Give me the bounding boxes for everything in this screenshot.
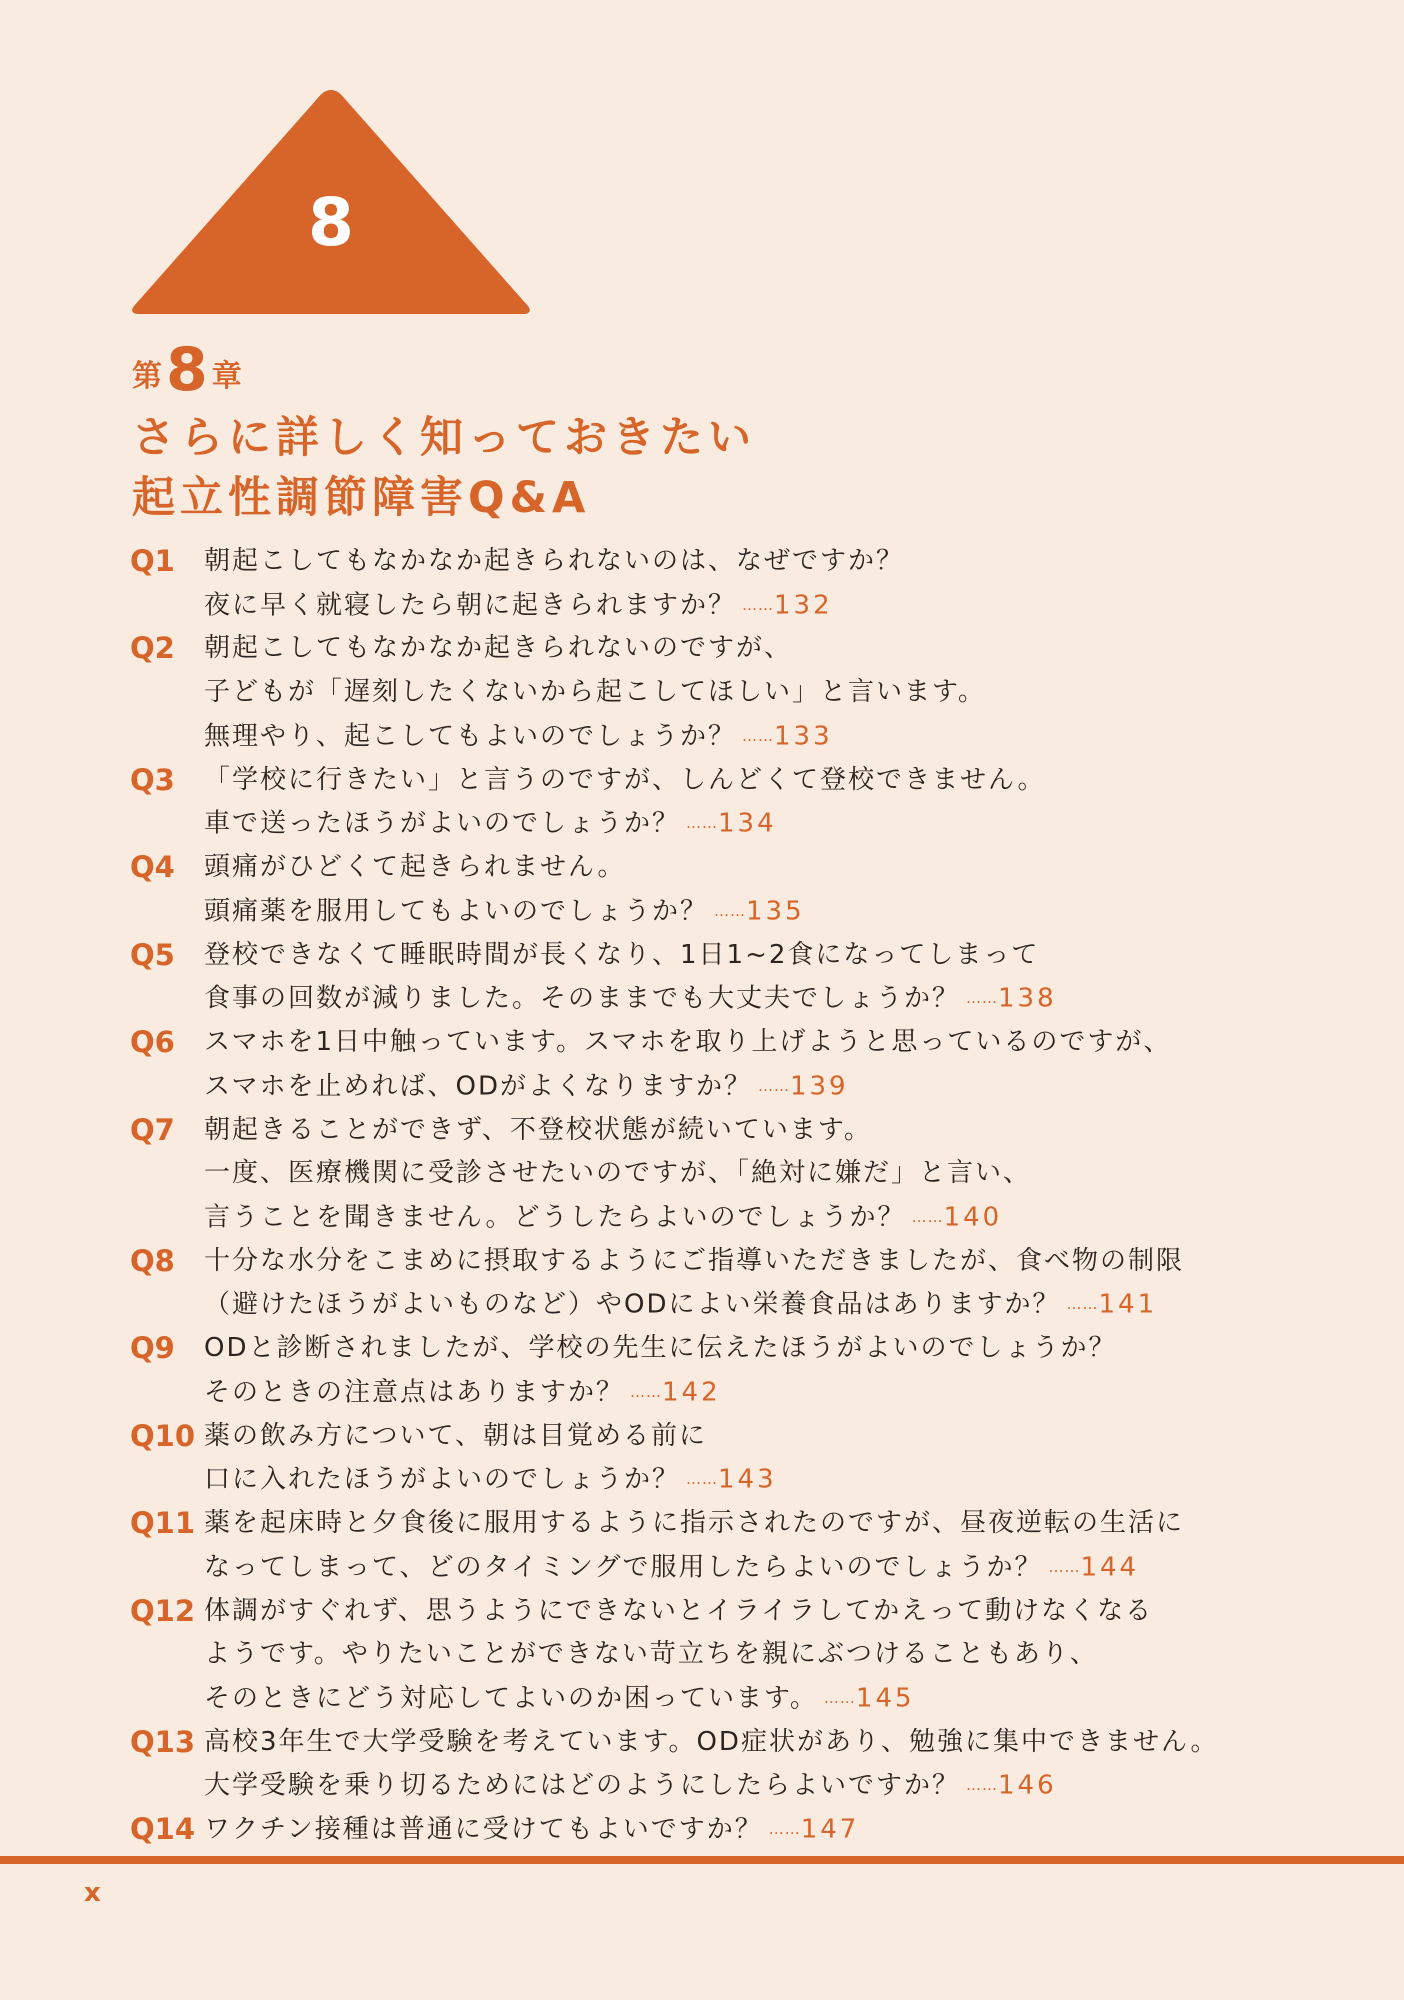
question-line-text: 十分な水分をこまめに摂取するようにご指導いただきましたが、食べ物の制限	[204, 1245, 1185, 1276]
question-label: Q12	[130, 1593, 196, 1628]
qa-item[interactable]	[130, 1327, 1280, 1414]
chapter-label-suffix: 章	[211, 359, 242, 394]
question-line-text: そのときの注意点はありますか？	[204, 1376, 625, 1407]
page-reference[interactable]: 146	[998, 1770, 1057, 1801]
leader-dots: ……	[742, 726, 775, 745]
question-label: Q4	[130, 850, 175, 885]
page-reference[interactable]: 135	[746, 895, 805, 926]
leader-dots: ……	[768, 1820, 801, 1839]
question-line	[204, 1458, 1280, 1502]
qa-item[interactable]	[130, 934, 1280, 1021]
question-line	[204, 1633, 1280, 1677]
page-reference[interactable]: 145	[855, 1683, 915, 1713]
question-line	[204, 1283, 1280, 1327]
leader-dots: ……	[911, 1207, 944, 1226]
question-line-text: 体調がすぐれず、思うようにできないとイライラしてかえって動けなくなる	[204, 1595, 1154, 1626]
question-line	[204, 540, 1280, 584]
question-label: Q10	[130, 1418, 196, 1453]
question-line-text: 朝起きることができず、不登校状態が続いています。	[204, 1114, 872, 1145]
chapter-label	[132, 335, 242, 405]
chapter-title	[132, 408, 756, 528]
qa-item[interactable]	[130, 1808, 1280, 1852]
leader-dots: ……	[742, 595, 775, 614]
leader-dots: ……	[686, 1470, 719, 1489]
question-line-text: スマホを1日中触っています。スマホを取り上げようと思っているのですが、	[204, 1027, 1172, 1058]
qa-item[interactable]	[130, 759, 1280, 846]
question-label: Q5	[130, 937, 175, 972]
question-line	[204, 1502, 1280, 1546]
question-line	[204, 977, 1280, 1021]
question-line	[204, 1415, 1280, 1459]
question-line	[204, 1677, 1280, 1721]
question-line-text: 頭痛がひどくて起きられません。	[204, 852, 626, 883]
leader-dots: ……	[823, 1688, 856, 1707]
qa-item[interactable]	[130, 1021, 1280, 1108]
question-line-text: 登校できなくて睡眠時間が長くなり、1日1~2食になってしまって	[204, 939, 1040, 970]
qa-item[interactable]	[130, 846, 1280, 933]
question-line	[204, 934, 1280, 978]
question-line-text: 子どもが「遅刻したくないから起こしてほしい」と言います。	[204, 677, 986, 708]
question-line	[204, 1065, 1280, 1109]
leader-dots: ……	[757, 1076, 790, 1095]
page-reference[interactable]: 143	[718, 1464, 777, 1495]
question-line-text: スマホを止めれば、ODがよくなりますか？	[204, 1070, 752, 1101]
page-reference[interactable]: 133	[774, 720, 833, 751]
chapter-title-line-1: さらに詳しく知っておきたい	[132, 413, 756, 463]
question-text	[204, 1327, 1280, 1414]
question-line-text: 高校3年生で大学受験を考えています。OD症状があり、勉強に集中できません。	[204, 1726, 1219, 1757]
page-reference[interactable]: 139	[789, 1070, 849, 1101]
question-line-text: なってしまって、どのタイミングで服用したらよいのでしょうか？	[204, 1551, 1043, 1582]
question-line-text: そのときにどう対応してよいのか困っています。	[204, 1683, 818, 1713]
page-reference[interactable]: 147	[800, 1814, 860, 1845]
leader-dots: ……	[966, 1776, 999, 1795]
page-reference[interactable]: 144	[1080, 1551, 1140, 1582]
question-line	[204, 1590, 1280, 1634]
page-reference[interactable]: 134	[718, 808, 777, 839]
question-line	[204, 759, 1280, 803]
question-line	[204, 1764, 1280, 1808]
question-line	[204, 627, 1280, 671]
question-line-text: 無理やり、起こしてもよいのでしょうか？	[204, 720, 737, 751]
question-label: Q14	[130, 1812, 196, 1847]
question-text	[204, 846, 1280, 933]
page-number: x	[84, 1878, 101, 1908]
question-line-text: ワクチン接種は普通に受けてもよいですか？	[204, 1814, 763, 1845]
question-text	[204, 1502, 1280, 1589]
question-line-text: ようです。やりたいことができない苛立ちを親にぶつけることもあり、	[204, 1639, 1098, 1670]
qa-item[interactable]	[130, 1590, 1280, 1721]
question-label: Q1	[130, 544, 175, 578]
question-line-text: 大学受験を乗り切るためにはどのようにしたらよいですか？	[204, 1770, 961, 1801]
question-label: Q13	[130, 1724, 196, 1759]
qa-item[interactable]	[130, 540, 1280, 627]
question-line-text: 頭痛薬を服用してもよいのでしょうか？	[204, 895, 709, 926]
question-line	[204, 890, 1280, 934]
question-text	[204, 627, 1280, 758]
qa-item[interactable]	[130, 1240, 1280, 1327]
question-label: Q11	[130, 1506, 196, 1541]
question-line-text: 朝起こしてもなかなか起きられないのは、なぜですか？	[204, 546, 905, 576]
question-line-text: 朝起こしてもなかなか起きられないのですが、	[204, 633, 793, 664]
question-text	[204, 934, 1280, 1021]
question-line	[204, 1196, 1280, 1240]
question-line	[204, 1240, 1280, 1284]
question-line-text: 口に入れたほうがよいのでしょうか？	[204, 1464, 681, 1495]
question-text	[204, 1721, 1280, 1808]
question-text	[204, 540, 1280, 627]
question-line	[204, 1808, 1280, 1852]
question-label: Q9	[130, 1331, 175, 1366]
question-label: Q2	[130, 631, 175, 666]
question-line	[204, 1327, 1280, 1371]
page-reference[interactable]: 132	[774, 589, 833, 620]
question-line-text: 車で送ったほうがよいのでしょうか？	[204, 808, 681, 839]
page-reference[interactable]: 141	[1098, 1289, 1158, 1320]
leader-dots: ……	[1066, 1295, 1099, 1314]
question-text	[204, 1109, 1280, 1240]
page-reference[interactable]: 142	[662, 1376, 721, 1407]
page-reference[interactable]: 138	[998, 983, 1057, 1014]
leader-dots: ……	[966, 989, 999, 1008]
chapter-label-prefix: 第	[132, 359, 162, 394]
question-line	[204, 1371, 1280, 1415]
question-text	[204, 1590, 1280, 1721]
question-line-text: 薬を起床時と夕食後に服用するように指示されたのですが、昼夜逆転の生活に	[204, 1508, 1185, 1539]
question-line	[204, 1021, 1280, 1065]
chapter-title-line-2: 起立性調節障害Q&A	[132, 473, 591, 523]
leader-dots: ……	[630, 1382, 663, 1401]
question-line	[204, 1546, 1280, 1590]
question-line	[204, 1721, 1280, 1765]
qa-item[interactable]	[130, 1415, 1280, 1502]
page-reference[interactable]: 140	[943, 1201, 1003, 1232]
question-line	[204, 671, 1280, 715]
question-label: Q3	[130, 762, 175, 797]
question-line	[204, 846, 1280, 890]
leader-dots: ……	[1048, 1557, 1081, 1576]
question-label: Q7	[130, 1112, 175, 1147]
qa-item[interactable]	[130, 1502, 1280, 1589]
qa-list	[130, 540, 1280, 1852]
question-line-text: 食事の回数が減りました。そのままでも大丈夫でしょうか？	[204, 983, 961, 1014]
question-line-text: 一度、医療機関に受診させたいのですが、「絶対に嫌だ」と言い、	[204, 1158, 1032, 1189]
question-text	[204, 1415, 1280, 1502]
question-line-text: （避けたほうがよいものなど）やODによい栄養食品はありますか？	[204, 1289, 1061, 1320]
triangle-chapter-number: 8	[308, 184, 354, 261]
question-text	[204, 1240, 1280, 1327]
question-label: Q8	[130, 1243, 175, 1278]
bottom-divider	[0, 1856, 1404, 1864]
question-line	[204, 1109, 1280, 1153]
question-line-text: 言うことを聞きません。どうしたらよいのでしょうか？	[204, 1201, 906, 1232]
question-line	[204, 715, 1280, 759]
question-text	[204, 1808, 1280, 1852]
question-line	[204, 802, 1280, 846]
question-line	[204, 1152, 1280, 1196]
question-line	[204, 584, 1280, 628]
question-label: Q6	[130, 1025, 175, 1060]
qa-item[interactable]	[130, 1109, 1280, 1240]
question-line-text: 夜に早く就寝したら朝に起きられますか？	[204, 589, 737, 620]
question-text	[204, 759, 1280, 846]
qa-item[interactable]	[130, 627, 1280, 758]
question-line-text: ODと診断されましたが、学校の先生に伝えたほうがよいのでしょうか？	[204, 1333, 1117, 1364]
leader-dots: ……	[714, 901, 747, 920]
qa-item[interactable]	[130, 1721, 1280, 1808]
chapter-label-number: 8	[166, 335, 208, 405]
leader-dots: ……	[686, 814, 719, 833]
question-text	[204, 1021, 1280, 1108]
question-line-text: 薬の飲み方について、朝は目覚める前に	[204, 1420, 707, 1451]
question-line-text: 「学校に行きたい」と言うのですが、しんどくて登校できません。	[204, 764, 1046, 795]
